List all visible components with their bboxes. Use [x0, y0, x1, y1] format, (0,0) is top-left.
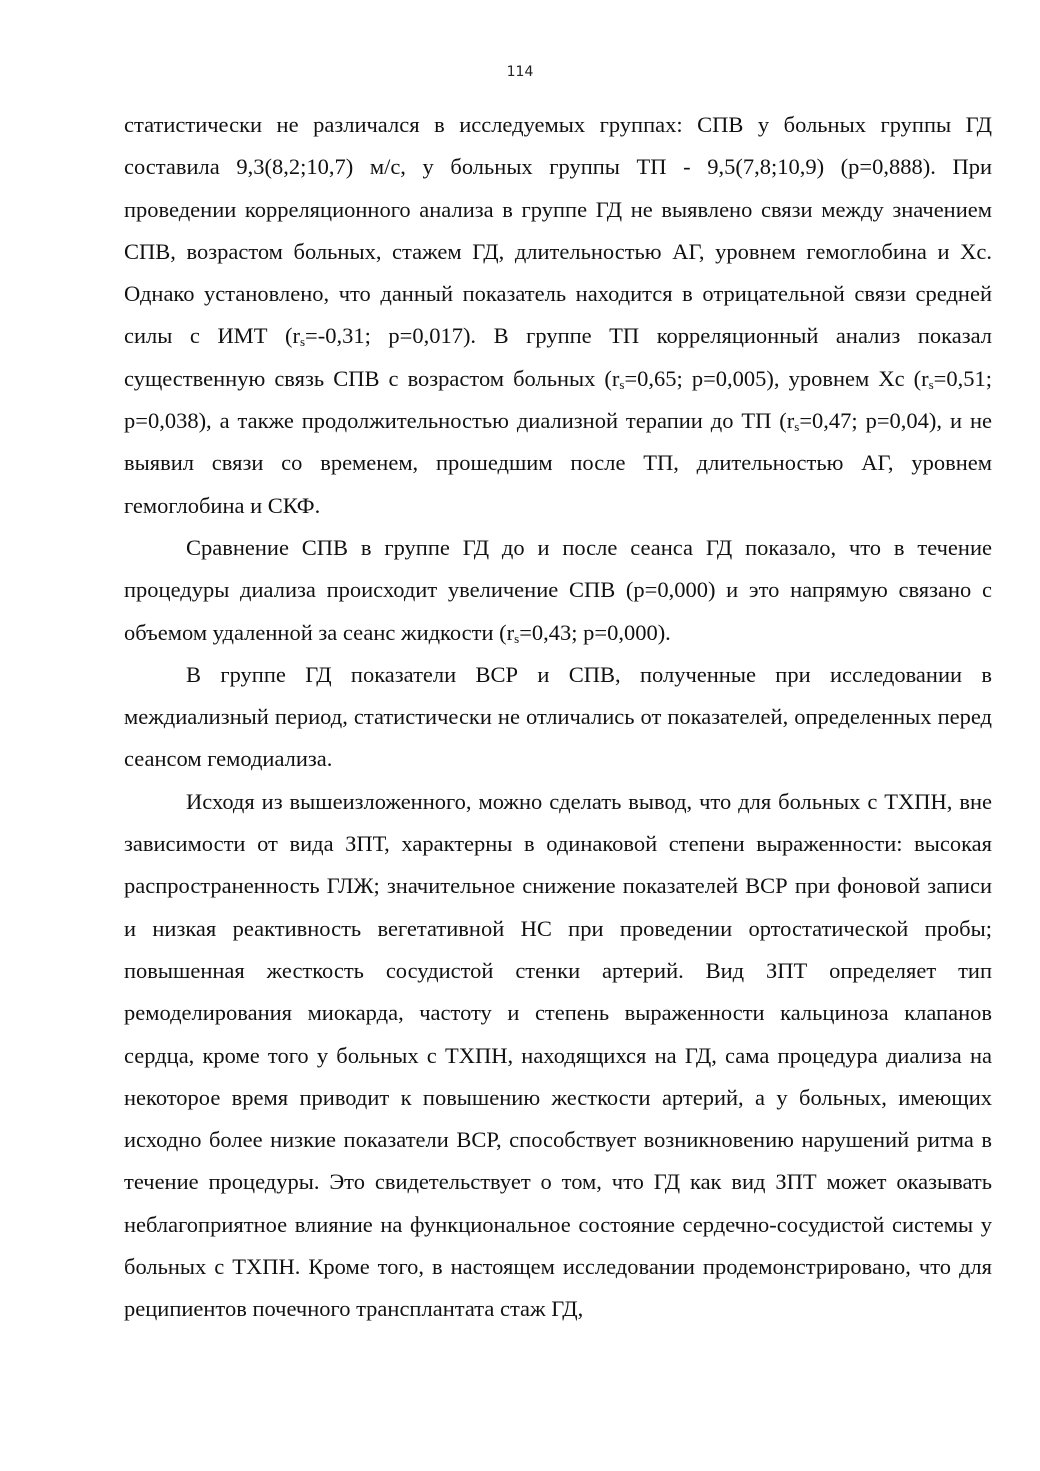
subscript: s	[514, 630, 520, 646]
paragraph-text: =0,43; p=0,000).	[519, 619, 671, 645]
paragraph-interdialytic	[124, 654, 992, 781]
document-body	[124, 104, 992, 1331]
paragraph-comparison	[124, 527, 992, 654]
paragraph-text: статистически не различался в исследуемых группах: СПВ у больных группы ГД составила 9,3(8,2;10,7) м/с, у больных группы ТП - 9,5(7,8;10,9) (p=0,888). При проведении корреляционного анализа в группе ГД не выявлено связи между значением СПВ, возрастом больных, стажем ГД, длительностью АГ, уровнем гемоглобина и Хс. Однако установлено, что данный показатель находится в отрицательной связи средней силы с ИМТ (r	[124, 112, 992, 349]
paragraph-text: Исходя из вышеизложенного, можно сделать вывод, что для больных с ТХПН, вне зависимости от вида ЗПТ, характерны в одинаковой степени выраженности: высокая распространенность ГЛЖ; значительное снижение показателей ВСР при фоновой записи и низкая реактивность вегетативной НС при проведении ортостатической пробы; повышенная жесткость сосудистой стенки артерий. Вид ЗПТ определяет тип ремоделирования миокарда, частоту и степень выраженности кальциноза клапанов сердца, кроме того у больных с ТХПН, находящихся на ГД, сама процедура диализа на некоторое время приводит к повышению жесткости артерий, а у больных, имеющих исходно более низкие показатели ВСР, способствует возникновению нарушений ритма в течение процедуры. Это свидетельствует о том, что ГД как вид ЗПТ может оказывать неблагоприятное влияние на функциональное состояние сердечно-сосудистой системы у больных с ТХПН. Кроме того, в настоящем исследовании продемонстрировано, что для реципиентов почечного трансплантата стаж ГД,	[124, 788, 992, 1322]
paragraph-text: =0,65; p=0,005), уровнем Хс (r	[624, 365, 929, 391]
paragraph-text: =0,51; p=0,038), а также продолжительностью диализной терапии до ТП (r	[124, 365, 992, 434]
paragraph-text: =-0,31; p=0,017). В группе ТП корреляционный анализ показал существенную связь СПВ с возрастом больных (r	[124, 323, 993, 391]
subscript: s	[299, 334, 306, 350]
paragraph-text: =0,47; p=0,04), и не выявил связи со временем, прошедшим после ТП, длительностью АГ, уровнем гемоглобина и СКФ.	[124, 408, 992, 518]
paragraph-correlation	[124, 104, 992, 527]
subscript: s	[928, 376, 934, 392]
page-number: 114	[506, 64, 534, 80]
paragraph-text: В группе ГД показатели ВСР и СПВ, полученные при исследовании в междиализный период, статистически не отличались от показателей, определенных перед сеансом гемодиализа.	[124, 661, 992, 772]
paragraph-text: Сравнение СПВ в группе ГД до и после сеанса ГД показало, что в течение процедуры диализа происходит увеличение СПВ (p=0,000) и это напрямую связано с объемом удаленной за сеанс жидкости (r	[124, 534, 992, 645]
paragraph-conclusion	[124, 781, 992, 1331]
subscript: s	[619, 376, 625, 392]
subscript: s	[794, 419, 800, 435]
